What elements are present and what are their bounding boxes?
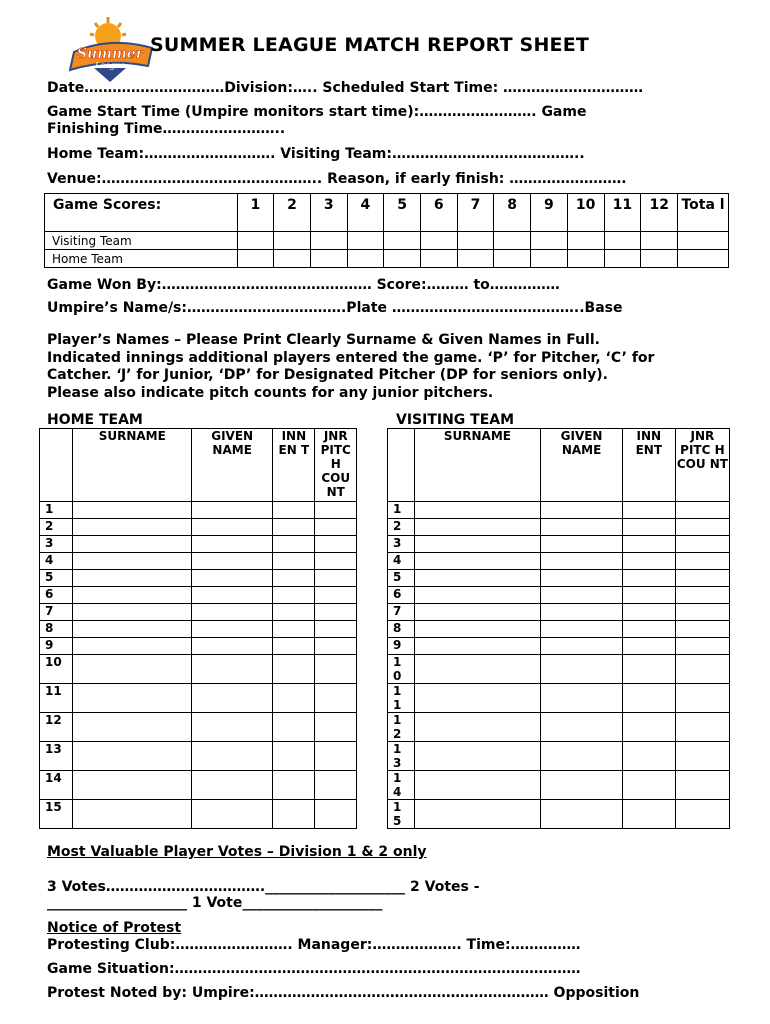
- roster-input-cell[interactable]: [414, 771, 541, 800]
- roster-input-cell[interactable]: [273, 713, 315, 742]
- scores-header-row: [45, 194, 729, 232]
- roster-input-cell[interactable]: [622, 519, 675, 536]
- summer-league-logo: [64, 14, 156, 86]
- mvp-heading: Most Valuable Player Votes – Division 1 & 2 only: [47, 844, 427, 860]
- visiting-team-label: Visiting Team: [45, 232, 238, 250]
- total-cell[interactable]: [678, 250, 729, 268]
- score-cell[interactable]: [420, 232, 457, 250]
- roster-input-cell[interactable]: [73, 570, 192, 587]
- visiting-team-roster: [387, 428, 730, 829]
- row-number: 1: [40, 502, 73, 519]
- roster-input-cell[interactable]: [622, 655, 675, 684]
- inning-header: 1: [237, 194, 274, 232]
- roster-input-cell[interactable]: [541, 587, 623, 604]
- roster-input-cell[interactable]: [273, 771, 315, 800]
- table-row: [45, 232, 729, 250]
- roster-input-cell[interactable]: [192, 771, 273, 800]
- row-number: 11: [40, 684, 73, 713]
- roster-input-cell[interactable]: [675, 621, 729, 638]
- roster-input-cell[interactable]: [273, 502, 315, 519]
- row-number: 9: [40, 638, 73, 655]
- roster-input-cell[interactable]: [192, 684, 273, 713]
- total-cell[interactable]: [678, 232, 729, 250]
- roster-input-cell[interactable]: [622, 771, 675, 800]
- roster-input-cell[interactable]: [675, 587, 729, 604]
- roster-column-header: GIVEN NAME: [192, 429, 273, 502]
- row-number: 7: [40, 604, 73, 621]
- roster-input-cell[interactable]: [675, 742, 729, 771]
- roster-input-cell[interactable]: [622, 713, 675, 742]
- score-cell[interactable]: [567, 232, 604, 250]
- roster-input-cell[interactable]: [192, 638, 273, 655]
- protest-heading: Notice of Protest: [47, 920, 182, 936]
- roster-input-cell[interactable]: [315, 519, 357, 536]
- roster-input-cell[interactable]: [273, 621, 315, 638]
- roster-input-cell[interactable]: [273, 519, 315, 536]
- score-cell[interactable]: [494, 250, 531, 268]
- roster-input-cell[interactable]: [414, 800, 541, 829]
- roster-input-cell[interactable]: [414, 519, 541, 536]
- row-number: 1 1: [388, 684, 415, 713]
- roster-input-cell[interactable]: [414, 587, 541, 604]
- game-finishing-time-field[interactable]: Finishing Time……………………..: [47, 121, 286, 137]
- row-number: 8: [388, 621, 415, 638]
- inning-header: 6: [420, 194, 457, 232]
- roster-input-cell[interactable]: [622, 570, 675, 587]
- roster-input-cell[interactable]: [414, 742, 541, 771]
- roster-input-cell[interactable]: [622, 800, 675, 829]
- roster-input-cell[interactable]: [541, 553, 623, 570]
- roster-input-cell[interactable]: [315, 570, 357, 587]
- row-number: 6: [40, 587, 73, 604]
- home-team-roster: [39, 428, 357, 829]
- row-number: 9: [388, 638, 415, 655]
- inning-header: 10: [567, 194, 604, 232]
- home-team-label: Home Team: [45, 250, 238, 268]
- roster-input-cell[interactable]: [675, 638, 729, 655]
- table-row: [388, 604, 730, 621]
- roster-input-cell[interactable]: [192, 655, 273, 684]
- score-cell[interactable]: [531, 232, 568, 250]
- score-cell[interactable]: [384, 232, 421, 250]
- roster-input-cell[interactable]: [622, 502, 675, 519]
- inning-header: 3: [310, 194, 347, 232]
- table-row: [40, 502, 357, 519]
- roster-input-cell[interactable]: [675, 502, 729, 519]
- instruction-line: Player’s Names – Please Print Clearly Surname & Given Names in Full.: [47, 332, 600, 348]
- roster-input-cell[interactable]: [541, 800, 623, 829]
- inning-header: 12: [641, 194, 678, 232]
- roster-input-cell[interactable]: [414, 713, 541, 742]
- roster-input-cell[interactable]: [622, 604, 675, 621]
- roster-input-cell[interactable]: [541, 684, 623, 713]
- game-scores-table: [44, 193, 729, 268]
- roster-input-cell[interactable]: [541, 604, 623, 621]
- roster-input-cell[interactable]: [541, 621, 623, 638]
- roster-input-cell[interactable]: [273, 742, 315, 771]
- table-row: [388, 742, 730, 771]
- score-cell[interactable]: [604, 232, 641, 250]
- score-cell[interactable]: [457, 232, 494, 250]
- teams-field[interactable]: Home Team:………………………. Visiting Team:…………………………………..: [47, 146, 585, 162]
- home-team-heading: HOME TEAM: [47, 412, 143, 428]
- instructions: [47, 332, 654, 402]
- roster-column-header: [40, 429, 73, 502]
- roster-input-cell[interactable]: [414, 536, 541, 553]
- table-row: [388, 800, 730, 829]
- roster-input-cell[interactable]: [541, 713, 623, 742]
- score-cell[interactable]: [237, 250, 274, 268]
- roster-input-cell[interactable]: [273, 655, 315, 684]
- table-row: [388, 638, 730, 655]
- inning-header: 5: [384, 194, 421, 232]
- score-cell[interactable]: [347, 232, 384, 250]
- roster-input-cell[interactable]: [315, 638, 357, 655]
- row-number: 14: [40, 771, 73, 800]
- roster-input-cell[interactable]: [414, 553, 541, 570]
- roster-input-cell[interactable]: [73, 621, 192, 638]
- roster-input-cell[interactable]: [315, 536, 357, 553]
- table-row: [388, 587, 730, 604]
- visiting-team-heading: VISITING TEAM: [396, 412, 515, 428]
- score-cell[interactable]: [641, 250, 678, 268]
- table-row: [40, 621, 357, 638]
- roster-column-header: INN ENT: [622, 429, 675, 502]
- roster-input-cell[interactable]: [315, 621, 357, 638]
- roster-input-cell[interactable]: [622, 553, 675, 570]
- logo-text-top: Summer: [76, 46, 144, 62]
- row-number: 12: [40, 713, 73, 742]
- roster-input-cell[interactable]: [675, 570, 729, 587]
- inning-header: 7: [457, 194, 494, 232]
- roster-input-cell[interactable]: [414, 638, 541, 655]
- roster-input-cell[interactable]: [273, 536, 315, 553]
- score-cell[interactable]: [494, 232, 531, 250]
- roster-input-cell[interactable]: [192, 742, 273, 771]
- roster-input-cell[interactable]: [192, 713, 273, 742]
- roster-input-cell[interactable]: [622, 587, 675, 604]
- row-number: 6: [388, 587, 415, 604]
- table-row: [388, 502, 730, 519]
- logo-text-bottom: League: [95, 61, 125, 70]
- umpire-names-field[interactable]: Umpire’s Name/s:…………………………….Plate …………………………………..Base: [47, 300, 623, 316]
- roster-input-cell[interactable]: [273, 587, 315, 604]
- table-row: [388, 771, 730, 800]
- roster-input-cell[interactable]: [273, 570, 315, 587]
- score-cell[interactable]: [420, 250, 457, 268]
- score-cell[interactable]: [457, 250, 494, 268]
- score-cell[interactable]: [347, 250, 384, 268]
- table-row: [40, 638, 357, 655]
- roster-input-cell[interactable]: [273, 684, 315, 713]
- table-row: [388, 621, 730, 638]
- roster-input-cell[interactable]: [73, 536, 192, 553]
- roster-input-cell[interactable]: [675, 519, 729, 536]
- table-row: [40, 587, 357, 604]
- roster-input-cell[interactable]: [273, 800, 315, 829]
- row-number: 15: [40, 800, 73, 829]
- roster-column-header: GIVEN NAME: [541, 429, 623, 502]
- inning-header: 4: [347, 194, 384, 232]
- row-number: 8: [40, 621, 73, 638]
- row-number: 1 3: [388, 742, 415, 771]
- row-number: 1 4: [388, 771, 415, 800]
- table-row: [40, 742, 357, 771]
- protest-noted-by-field[interactable]: Protest Noted by: Umpire:……………………………………………………… Opposition: [47, 985, 640, 1001]
- roster-input-cell[interactable]: [315, 655, 357, 684]
- roster-header-row: [388, 429, 730, 502]
- table-row: [388, 713, 730, 742]
- table-row: [40, 553, 357, 570]
- roster-input-cell[interactable]: [675, 684, 729, 713]
- table-row: [40, 655, 357, 684]
- score-cell[interactable]: [641, 232, 678, 250]
- row-number: 4: [40, 553, 73, 570]
- mvp-votes-line-2[interactable]: ____________________ 1 Vote____________________: [47, 895, 383, 911]
- table-row: [40, 684, 357, 713]
- table-row: [45, 250, 729, 268]
- roster-input-cell[interactable]: [622, 742, 675, 771]
- roster-input-cell[interactable]: [192, 800, 273, 829]
- inning-header: 9: [531, 194, 568, 232]
- protesting-club-field[interactable]: Protesting Club:……………………. Manager:………………. Time:……………: [47, 937, 581, 953]
- date-division-field[interactable]: Date…………………………Division:….. Scheduled Start Time: …………………………: [47, 80, 644, 96]
- roster-input-cell[interactable]: [192, 604, 273, 621]
- roster-input-cell[interactable]: [73, 655, 192, 684]
- roster-input-cell[interactable]: [73, 519, 192, 536]
- table-row: [40, 570, 357, 587]
- score-cell[interactable]: [604, 250, 641, 268]
- row-number: 1: [388, 502, 415, 519]
- row-number: 7: [388, 604, 415, 621]
- table-row: [40, 800, 357, 829]
- row-number: 5: [40, 570, 73, 587]
- roster-input-cell[interactable]: [73, 713, 192, 742]
- inning-header: 11: [604, 194, 641, 232]
- row-number: 13: [40, 742, 73, 771]
- roster-input-cell[interactable]: [315, 771, 357, 800]
- roster-column-header: SURNAME: [414, 429, 541, 502]
- table-row: [388, 655, 730, 684]
- roster-input-cell[interactable]: [675, 655, 729, 684]
- row-number: 1 2: [388, 713, 415, 742]
- row-number: 10: [40, 655, 73, 684]
- roster-input-cell[interactable]: [315, 604, 357, 621]
- mvp-votes-line-1[interactable]: 3 Votes…………………………….____________________ 2 Votes -: [47, 879, 480, 895]
- roster-input-cell[interactable]: [192, 519, 273, 536]
- row-number: 1 0: [388, 655, 415, 684]
- roster-input-cell[interactable]: [414, 621, 541, 638]
- roster-input-cell[interactable]: [315, 713, 357, 742]
- table-row: [388, 536, 730, 553]
- page-title: SUMMER LEAGUE MATCH REPORT SHEET: [150, 34, 590, 56]
- row-number: 5: [388, 570, 415, 587]
- roster-column-header: JNR PITC H COU NT: [675, 429, 729, 502]
- roster-input-cell[interactable]: [675, 713, 729, 742]
- row-number: 3: [40, 536, 73, 553]
- table-row: [40, 536, 357, 553]
- game-start-time-field[interactable]: Game Start Time (Umpire monitors start time):……………………. Game: [47, 104, 587, 120]
- roster-input-cell[interactable]: [73, 684, 192, 713]
- roster-input-cell[interactable]: [541, 655, 623, 684]
- table-row: [388, 519, 730, 536]
- roster-input-cell[interactable]: [414, 570, 541, 587]
- roster-input-cell[interactable]: [675, 604, 729, 621]
- roster-input-cell[interactable]: [73, 553, 192, 570]
- roster-input-cell[interactable]: [73, 502, 192, 519]
- roster-input-cell[interactable]: [73, 638, 192, 655]
- roster-input-cell[interactable]: [414, 604, 541, 621]
- roster-input-cell[interactable]: [622, 621, 675, 638]
- roster-input-cell[interactable]: [73, 587, 192, 604]
- roster-input-cell[interactable]: [541, 742, 623, 771]
- roster-input-cell[interactable]: [675, 536, 729, 553]
- score-cell[interactable]: [310, 250, 347, 268]
- score-cell[interactable]: [531, 250, 568, 268]
- roster-input-cell[interactable]: [192, 587, 273, 604]
- total-header: Tota l: [678, 194, 729, 232]
- roster-input-cell[interactable]: [622, 638, 675, 655]
- table-row: [388, 570, 730, 587]
- roster-input-cell[interactable]: [541, 519, 623, 536]
- roster-input-cell[interactable]: [273, 638, 315, 655]
- roster-input-cell[interactable]: [192, 553, 273, 570]
- roster-input-cell[interactable]: [192, 502, 273, 519]
- roster-input-cell[interactable]: [414, 684, 541, 713]
- scores-label: Game Scores:: [45, 194, 238, 232]
- table-row: [388, 684, 730, 713]
- roster-column-header: [388, 429, 415, 502]
- score-cell[interactable]: [567, 250, 604, 268]
- roster-input-cell[interactable]: [675, 800, 729, 829]
- roster-input-cell[interactable]: [315, 502, 357, 519]
- roster-header-row: [40, 429, 357, 502]
- instruction-line: Catcher. ‘J’ for Junior, ‘DP’ for Designated Pitcher (DP for seniors only).: [47, 367, 608, 383]
- roster-input-cell[interactable]: [73, 742, 192, 771]
- score-cell[interactable]: [274, 250, 311, 268]
- table-row: [40, 713, 357, 742]
- table-row: [40, 604, 357, 621]
- inning-header: 2: [274, 194, 311, 232]
- row-number: 2: [40, 519, 73, 536]
- roster-input-cell[interactable]: [675, 771, 729, 800]
- roster-input-cell[interactable]: [541, 570, 623, 587]
- roster-input-cell[interactable]: [541, 638, 623, 655]
- roster-input-cell[interactable]: [192, 536, 273, 553]
- game-situation-field[interactable]: Game Situation:……………………………………………………………………………: [47, 961, 581, 977]
- roster-column-header: SURNAME: [73, 429, 192, 502]
- table-row: [388, 553, 730, 570]
- roster-input-cell[interactable]: [315, 587, 357, 604]
- roster-input-cell[interactable]: [541, 771, 623, 800]
- roster-input-cell[interactable]: [675, 553, 729, 570]
- score-cell[interactable]: [310, 232, 347, 250]
- instruction-line: Please also indicate pitch counts for any junior pitchers.: [47, 384, 494, 401]
- row-number: 2: [388, 519, 415, 536]
- roster-column-header: INN EN T: [273, 429, 315, 502]
- roster-input-cell[interactable]: [73, 604, 192, 621]
- table-row: [40, 519, 357, 536]
- venue-field[interactable]: Venue:……………………………………….. Reason, if early finish: …………………….: [47, 171, 627, 187]
- roster-input-cell[interactable]: [73, 771, 192, 800]
- roster-input-cell[interactable]: [192, 570, 273, 587]
- roster-input-cell[interactable]: [414, 655, 541, 684]
- roster-input-cell[interactable]: [192, 621, 273, 638]
- game-won-by-field[interactable]: Game Won By:……………………………………… Score:……… to……………: [47, 277, 560, 293]
- roster-input-cell[interactable]: [622, 684, 675, 713]
- row-number: 1 5: [388, 800, 415, 829]
- inning-header: 8: [494, 194, 531, 232]
- roster-input-cell[interactable]: [315, 800, 357, 829]
- score-cell[interactable]: [274, 232, 311, 250]
- row-number: 4: [388, 553, 415, 570]
- table-row: [40, 771, 357, 800]
- roster-input-cell[interactable]: [315, 684, 357, 713]
- roster-input-cell[interactable]: [315, 742, 357, 771]
- roster-input-cell[interactable]: [315, 553, 357, 570]
- row-number: 3: [388, 536, 415, 553]
- roster-input-cell[interactable]: [273, 604, 315, 621]
- roster-input-cell[interactable]: [541, 502, 623, 519]
- roster-input-cell[interactable]: [541, 536, 623, 553]
- instruction-line: Indicated innings additional players entered the game. ‘P’ for Pitcher, ‘C’ for: [47, 349, 655, 366]
- roster-column-header: JNR PITC H COU NT: [315, 429, 357, 502]
- roster-input-cell[interactable]: [622, 536, 675, 553]
- roster-input-cell[interactable]: [73, 800, 192, 829]
- score-cell[interactable]: [384, 250, 421, 268]
- roster-input-cell[interactable]: [414, 502, 541, 519]
- roster-input-cell[interactable]: [273, 553, 315, 570]
- score-cell[interactable]: [237, 232, 274, 250]
